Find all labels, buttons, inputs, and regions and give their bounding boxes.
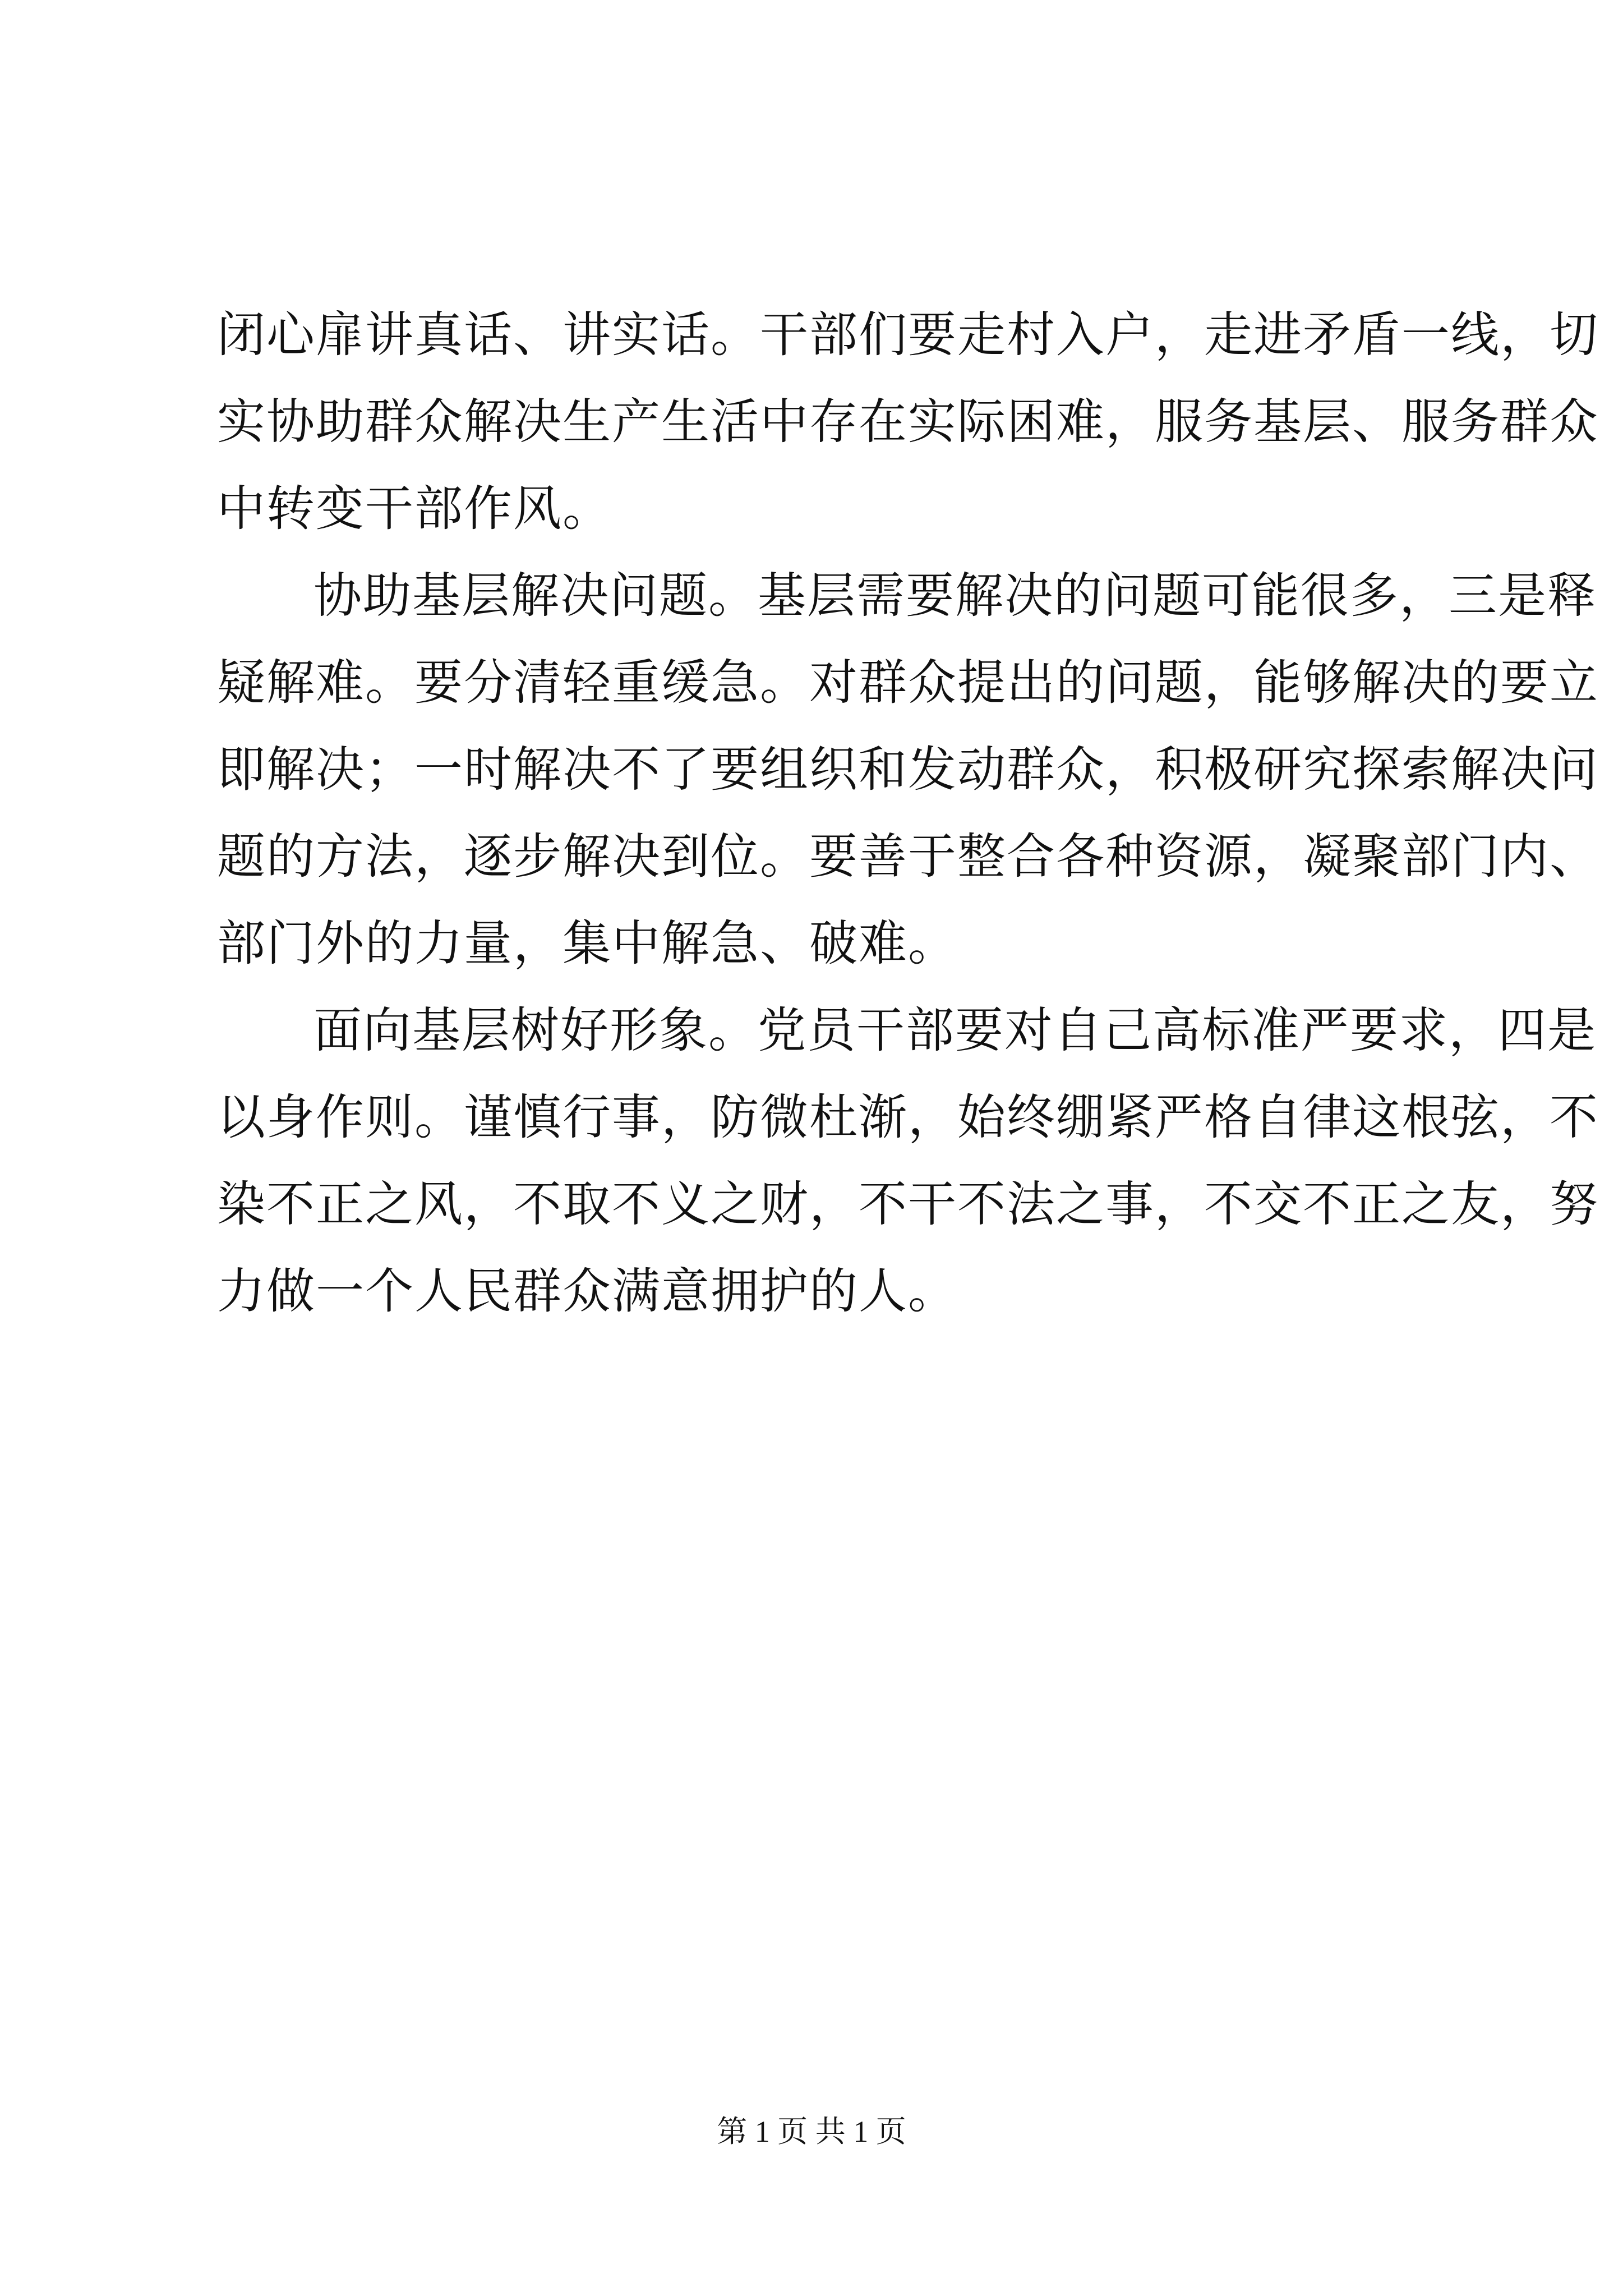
text-line: 实协助群众解决生产生活中存在实际困难，服务基层、服务群众 <box>217 394 1599 450</box>
text-line: 部门外的力量，集中解急、破难。 <box>217 915 957 972</box>
text-line: 疑解难。要分清轻重缓急。对群众提出的问题，能够解决的要立 <box>217 655 1599 711</box>
page-number-footer: 第 1 页 共 1 页 <box>717 2115 906 2148</box>
text-line: 以身作则。谨慎行事，防微杜渐，始终绷紧严格自律这根弦，不 <box>217 1089 1599 1145</box>
text-line: 力做一个人民群众满意拥护的人。 <box>217 1263 957 1319</box>
paragraph-start-line: 面向基层树好形象。党员干部要对自己高标准严要求，四是 <box>313 1002 1597 1059</box>
text-line: 染不正之风，不取不义之财，不干不法之事，不交不正之友，努 <box>217 1176 1599 1232</box>
text-line: 即解决；一时解决不了要组织和发动群众，积极研究探索解决问 <box>217 742 1599 798</box>
paragraph-start-line: 协助基层解决问题。基层需要解决的问题可能很多，三是释 <box>313 568 1597 624</box>
text-line: 题的方法，逐步解决到位。要善于整合各种资源，凝聚部门内、 <box>217 829 1599 885</box>
document-body <box>217 292 1599 1335</box>
text-line: 中转变干部作风。 <box>217 481 612 537</box>
text-line: 闭心扉讲真话、讲实话。干部们要走村入户，走进矛盾一线，切 <box>217 307 1599 363</box>
